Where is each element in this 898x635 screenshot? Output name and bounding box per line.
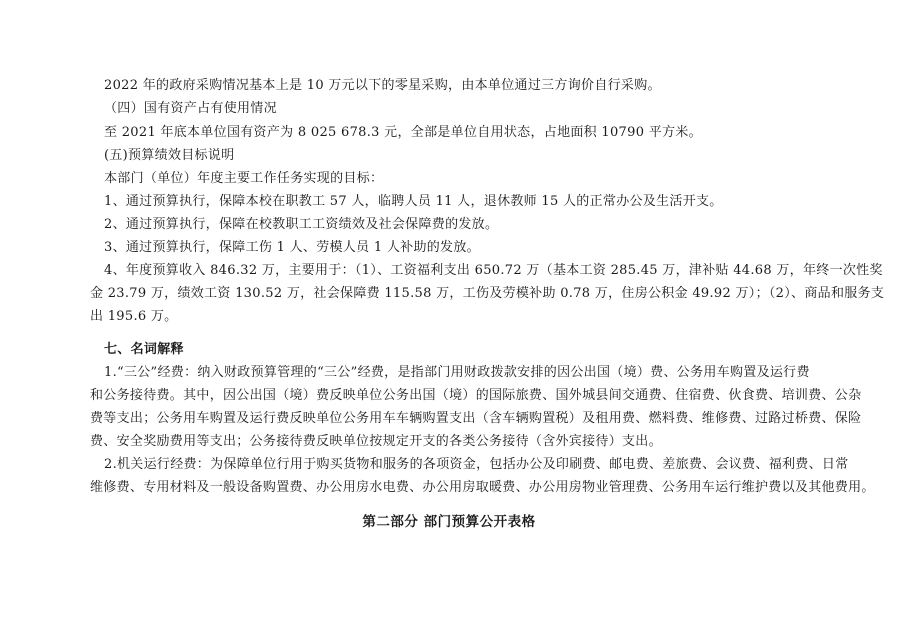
section-heading: 七、名词解释 <box>104 342 184 357</box>
definition-line-2: 和公务接待费。其中，因公出国（境）费反映单位公务出国（境）的国际旅费、国外城县间交通费、住宿费、伙食费、培训费、公杂 <box>90 388 862 403</box>
goals-intro: 本部门（单位）年度主要工作任务实现的目标： <box>104 171 384 186</box>
definition-line-4: 费、安全奖励费用等支出；公务接待费反映单位按规定开支的各类公务接待（含外宾接待）支出。 <box>90 434 662 449</box>
goal-item-4-line-2: 金 23.79 万，绩效工资 130.52 万，社会保障费 115.58 万，工伤及劳模补助 0.78 万，住房公积金 49.92 万）；（2）、商品和服务支 <box>90 286 885 301</box>
goal-item-1: 1、通过预算执行，保障本校在职教工 57 人，临聘人员 11 人，退休教师 15 人的正常办公及生活开支。 <box>104 194 723 209</box>
definition-line-3: 费等支出；公务用车购置及运行费反映单位公务用车车辆购置支出（含车辆购置税）及租用费、燃料费、维修费、过路过桥费、保险 <box>90 411 862 426</box>
goal-item-4-line-1: 4、年度预算收入 846.32 万，主要用于：（1）、工资福利支出 650.72 万（基本工资 285.45 万，津补贴 44.68 万，年终一次性奖 <box>104 263 883 278</box>
performance-goals-heading: (五)预算绩效目标说明 <box>104 148 235 163</box>
goal-item-4-line-3: 出 195.6 万。 <box>90 309 178 324</box>
part-title: 第二部分 部门预算公开表格 <box>362 514 536 530</box>
definition-line-1: 1.“三公”经费：纳入财政预算管理的“三公”经费，是指部门用财政拨款安排的因公出国（境）费、公务用车购置及运行费 <box>104 365 810 380</box>
definition-line-5: 2.机关运行经费：为保障单位行用于购买货物和服务的各项资金，包括办公及印刷费、邮电费、差旅费、会议费、福利费、日常 <box>104 457 849 472</box>
definition-line-6: 维修费、专用材料及一般设备购置费、办公用房水电费、办公用房取暖费、办公用房物业管理费、公务用车运行维护费以及其他费用。 <box>90 480 875 495</box>
goal-item-2: 2、通过预算执行，保障在校教职工工资绩效及社会保障费的发放。 <box>104 217 499 232</box>
procurement-paragraph: 2022 年的政府采购情况基本上是 10 万元以下的零星采购，由本单位通过三方询价自行采购。 <box>104 78 661 93</box>
state-assets-heading: （四）国有资产占有使用情况 <box>104 101 277 116</box>
goal-item-3: 3、通过预算执行，保障工伤 1 人、劳模人员 1 人补助的发放。 <box>104 240 480 255</box>
state-assets-paragraph: 至 2021 年底本单位国有资产为 8 025 678.3 元，全部是单位自用状态，占地面积 10790 平方米。 <box>104 125 702 140</box>
